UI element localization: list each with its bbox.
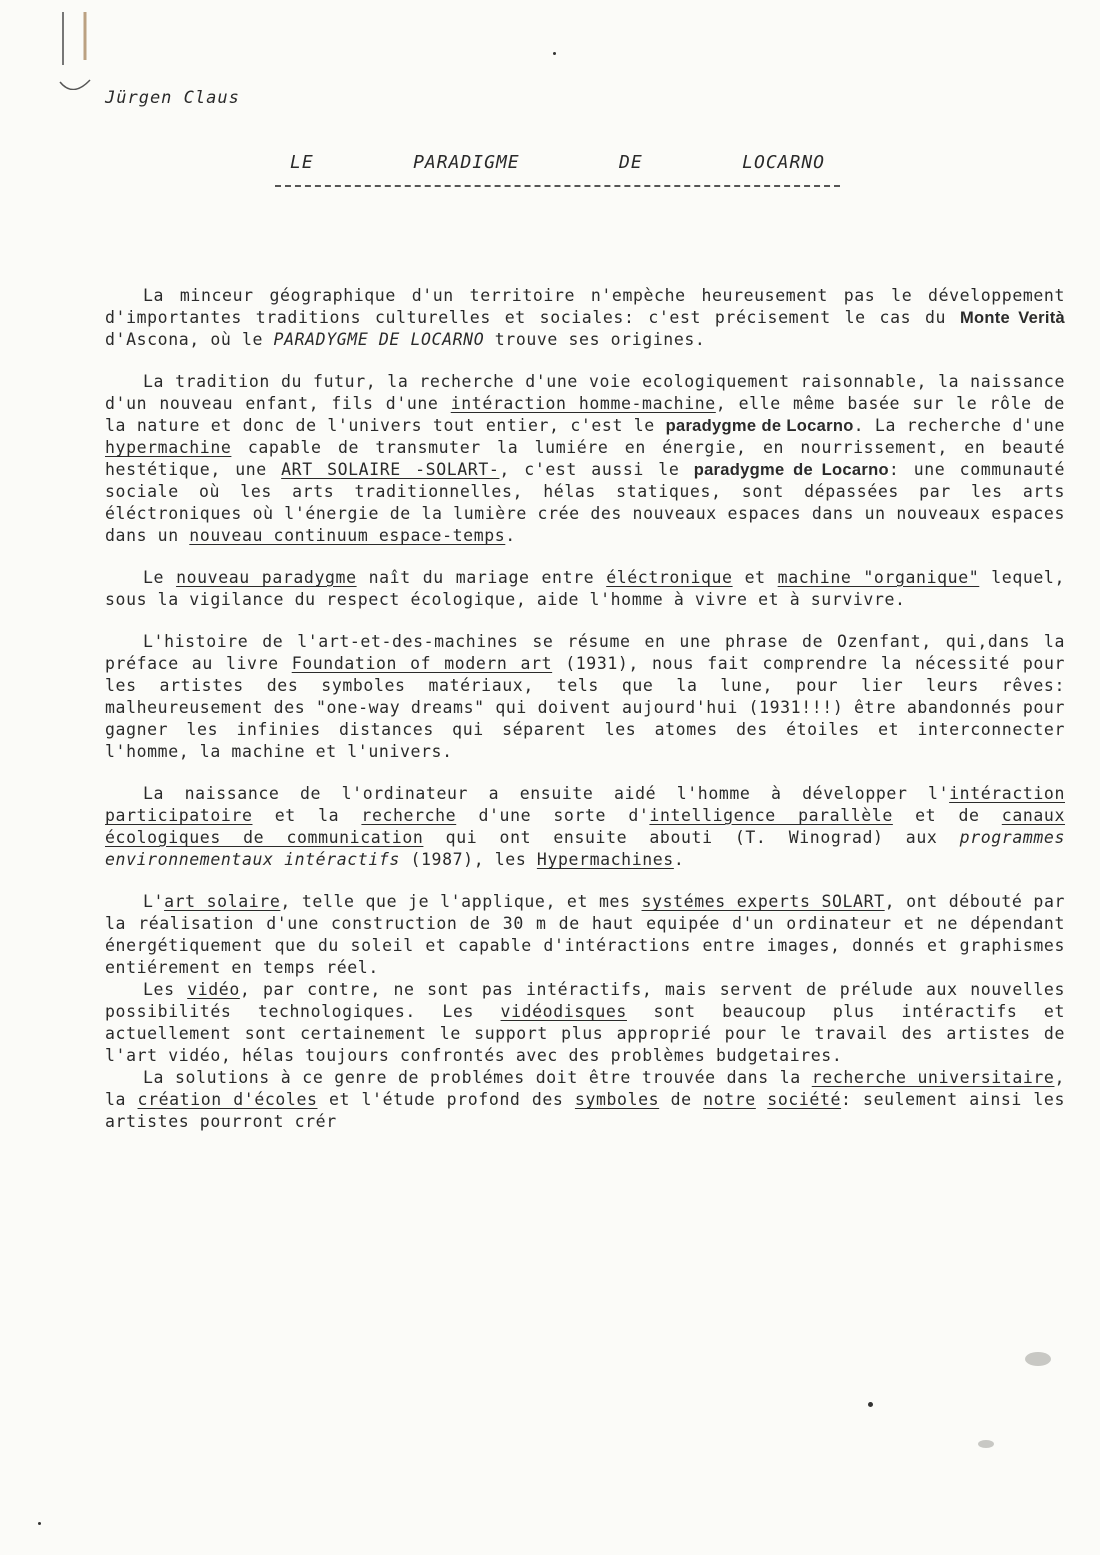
title-word: PARADIGME [413, 152, 520, 173]
title-word: DE [619, 152, 643, 173]
title-underline [275, 185, 840, 187]
author-name: Jürgen Claus [105, 88, 240, 108]
paper-speck [868, 1402, 873, 1407]
document-title [275, 152, 840, 173]
document-body [105, 285, 1065, 1133]
paragraph-8: La solutions à ce genre de problémes doit être trouvée dans la recherche universitaire, la création d'écoles et l'étude profond des symboles de notre société: seulement ainsi les artistes pourront crér [105, 1068, 1066, 1131]
paragraph-7: Les vidéo, par contre, ne sont pas intéractifs, mais servent de prélude aux nouvelles possibilités technologiques. Les vidéodisques sont beaucoup plus intéractifs et actuellement sont certainement le support plus approprié pour le travail des artistes de l'art vidéo, hélas toujours confrontés avec des problèmes budgetaires. [105, 980, 1065, 1065]
paragraph-5: La naissance de l'ordinateur a ensuite aidé l'homme à développer l'intéraction participatoire et la recherche d'une sorte d'intelligence parallèle et de canaux écologiques de communication qui ont ensuite abouti (T. Winograd) aux programmes environnementaux intéractifs (1987), les Hypermachines. [105, 784, 1065, 869]
paragraph-1: La minceur géographique d'un territoire n'empèche heureusement pas le développement d'importantes traditions culturelles et sociales: c'est précisement le cas du Monte Verità d'Ascona, où le PARADYGME DE LOCARNO trouve ses origines. [105, 286, 1065, 349]
paragraph-2: La tradition du futur, la recherche d'une voie ecologiquement raisonnable, la naissance d'un nouveau enfant, fils d'une intéraction homme-machine, elle même basée sur le rôle de la nature et donc de l'univers tout entier, c'est le paradygme de Locarno. La recherche d'une hypermachine capable de transmuter la lumiére en énergie, en nourrissement, en beauté hestétique, une ART SOLAIRE -SOLART-, c'est aussi le paradygme de Locarno: une communauté sociale où les arts traditionnelles, hélas statiques, sont dépassées par les arts éléctroniques où l'énergie de la lumière crée des nouveaux espaces dans un nouveaux espaces dans un nouveau continuum espace-temps. [105, 372, 1065, 545]
paper-speck [38, 1522, 41, 1525]
paper-speck [553, 52, 556, 55]
paragraph-6: L'art solaire, telle que je l'applique, et mes systémes experts SOLART, ont débouté par la réalisation d'une construction de 30 m de haut equipée d'un ordinateur et ne dépendant énergétiquement que du soleil et capable d'intéractions entre images, donnés et graphismes entiérement en temps réel. [105, 892, 1066, 977]
staple-mark-icon [55, 10, 105, 90]
paragraph-3: Le nouveau paradygme naît du mariage entre éléctronique et machine "organique" lequel, sous la vigilance du respect écologique, aide l'homme à vivre et à survivre. [105, 568, 1065, 609]
title-word: LOCARNO [742, 152, 825, 173]
paper-smudge [1025, 1352, 1051, 1366]
paper-smudge [978, 1440, 994, 1448]
title-word: LE [290, 152, 314, 173]
paragraph-4: L'histoire de l'art-et-des-machines se résume en une phrase de Ozenfant, qui,dans la préface au livre Foundation of modern art (1931), nous fait comprendre la nécessité pour les artistes des symboles matériaux, tels que la lune, pour lier leurs rêves: malheureusement des "one-way dreams" qui doivent aujourd'hui (1931!!!) être abandonnés pour gagner les infinies distances qui séparent les atomes des étoiles et interconnecter l'homme, la machine et l'univers. [105, 632, 1066, 761]
